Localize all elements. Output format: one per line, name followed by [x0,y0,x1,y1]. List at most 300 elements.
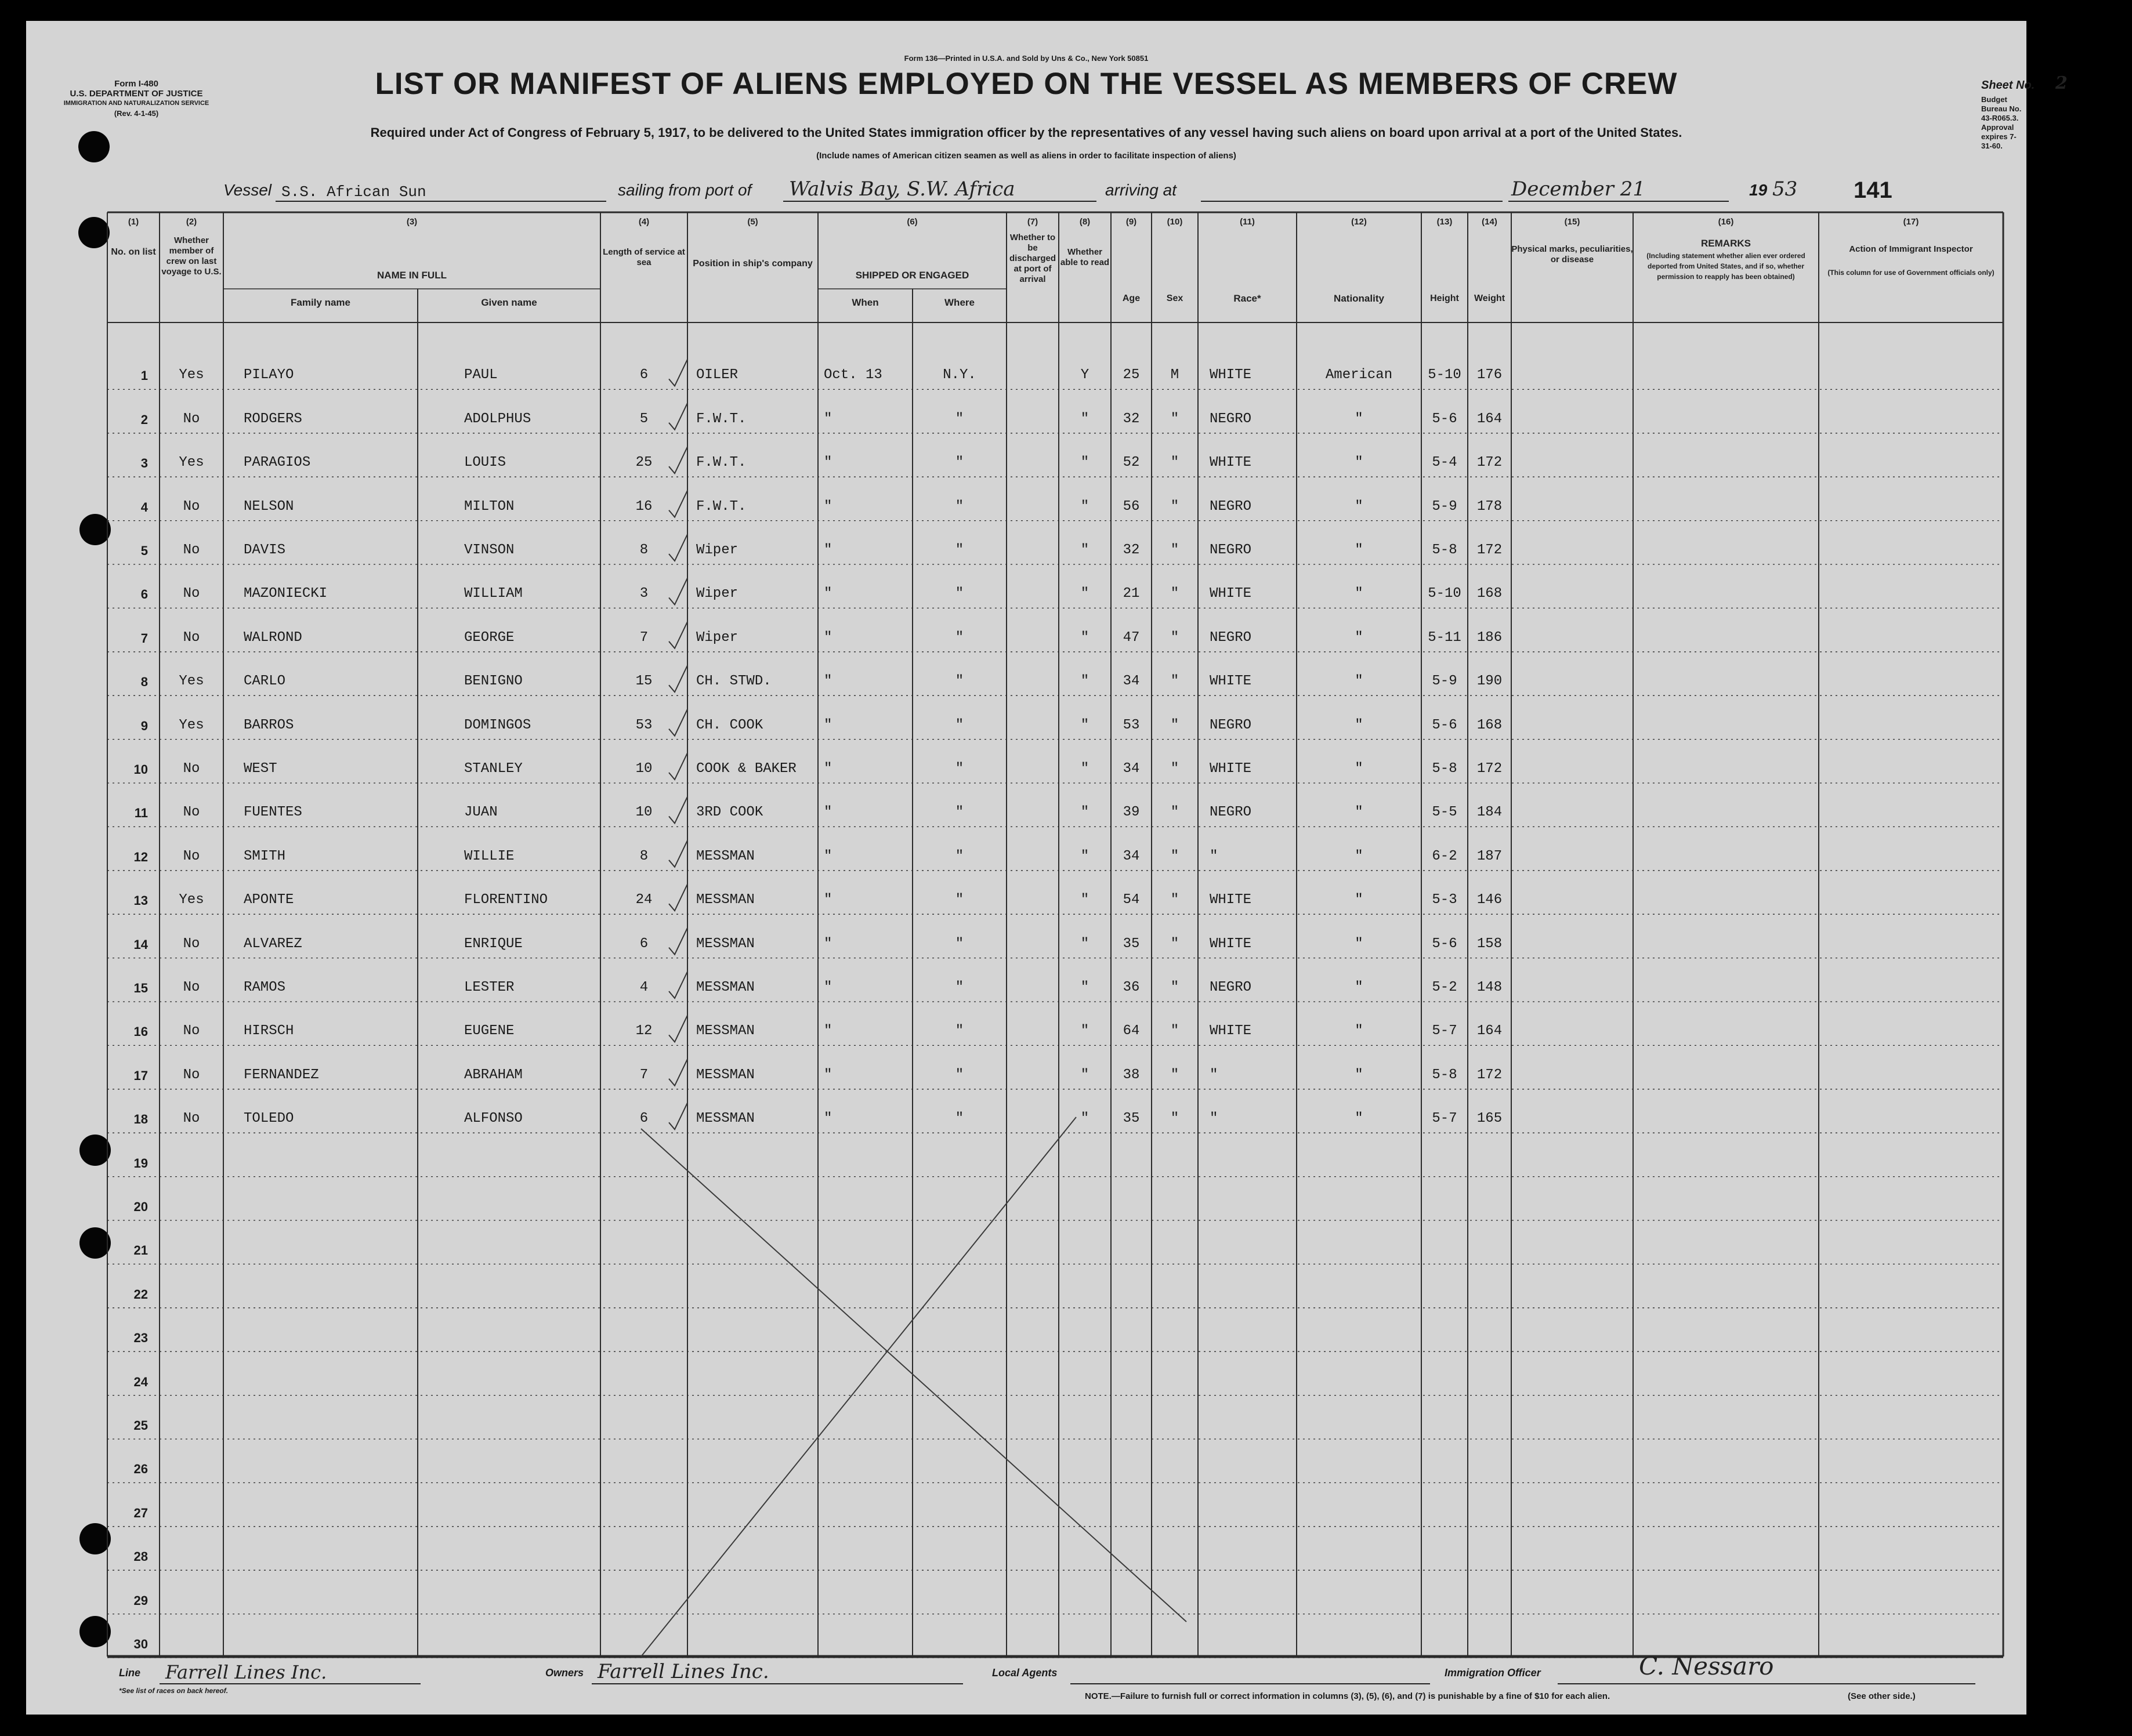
row-number: 11 [134,806,148,821]
vessel-name[interactable]: S.S. African Sun [281,183,426,201]
cell-family: MAZONIECKI [244,586,328,602]
col-num-c4: (4) [638,217,650,227]
cell-ht: 5-8 [1432,1067,1457,1083]
cell-given: JUAN [464,804,498,821]
row-number: 29 [133,1593,148,1608]
cell-svc: 15 [635,673,653,690]
cell-age: 47 [1123,629,1140,646]
col-num-c7: (7) [1027,217,1038,227]
cell-age: 21 [1123,586,1140,602]
cell-svc: 16 [635,498,653,514]
cell-wt: 168 [1476,586,1503,602]
cell-where: " [955,673,964,690]
cell-prev: No [183,848,200,864]
cell-where: " [955,455,964,471]
cell-given: DOMINGOS [464,717,531,733]
cell-when: " [824,542,832,558]
row-number: 4 [140,499,148,514]
cell-where: N.Y. [943,367,976,383]
cell-svc: 3 [639,586,649,602]
cell-svc: 7 [639,629,649,646]
cell-wt: 146 [1476,892,1503,908]
cell-svc: 6 [639,936,649,952]
cell-pos: CH. COOK [696,717,763,733]
cell-age: 64 [1123,1023,1140,1039]
cell-given: WILLIE [464,848,515,864]
cell-sex: " [1170,498,1179,514]
cell-prev: Yes [179,892,204,908]
arrival-date[interactable]: December 21 [1511,177,1645,201]
cell-sex: " [1170,892,1179,908]
cell-prev: No [183,542,200,558]
row-number: 2 [140,412,148,427]
cell-wt: 172 [1476,1067,1503,1083]
cell-where: " [955,498,964,514]
cell-age: 39 [1123,804,1140,821]
cell-where: " [955,980,964,995]
cell-given: ABRAHAM [464,1067,523,1083]
owners-label: Owners [545,1667,584,1679]
cell-svc: 10 [635,804,653,821]
line-label: Line [119,1667,141,1679]
owners-value[interactable]: Farrell Lines Inc. [598,1660,769,1683]
cell-given: ADOLPHUS [464,411,531,427]
cell-age: 34 [1123,848,1140,864]
row-number: 18 [133,1112,148,1127]
cell-where: " [955,1067,964,1083]
col-num-c5: (5) [747,217,758,227]
row-number: 12 [133,849,148,864]
year-prefix: 19 [1749,181,1768,199]
cell-read: Y [1080,367,1089,383]
cell-family: CARLO [244,673,286,690]
year-suffix[interactable]: 53 [1772,177,1798,201]
cell-prev: Yes [179,673,204,690]
cell-when: " [824,498,832,514]
cell-when: " [824,848,832,864]
row-number: 30 [133,1637,148,1651]
cell-given: FLORENTINO [464,892,548,908]
cell-read: " [1080,586,1089,602]
col-label-c13: Height [1430,293,1459,303]
row-number: 23 [133,1331,148,1346]
col-label-c15: Physical marks, peculiarities, or disease [1511,244,1633,264]
cell-sex: " [1170,848,1179,864]
cell-ht: 5-7 [1432,1111,1457,1127]
cell-when: " [824,980,832,995]
row-number: 21 [133,1243,148,1258]
cell-where: " [955,586,964,602]
cell-pos: MESSMAN [696,892,755,908]
cell-family: NELSON [244,498,294,514]
sheet-number[interactable]: 2 [2055,73,2068,93]
cell-race: WHITE [1210,673,1252,690]
cell-svc: 8 [639,848,649,864]
cell-svc: 25 [635,455,653,471]
col-label-c1: No. on list [111,247,156,257]
cell-age: 25 [1123,367,1140,383]
cell-family: BARROS [244,717,294,733]
cell-sex: " [1170,1111,1179,1127]
cell-race: WHITE [1210,892,1252,908]
cell-ht: 5-7 [1432,1023,1457,1039]
cell-where: " [955,848,964,864]
agents-label: Local Agents [992,1667,1058,1679]
col-label-c5: Position in ship's company [693,259,813,269]
cell-wt: 186 [1476,629,1503,646]
cell-wt: 176 [1476,367,1503,383]
cell-ht: 6-2 [1432,848,1457,864]
stamp-number: 141 [1854,177,1892,203]
cell-wt: 187 [1476,848,1503,864]
cell-age: 32 [1123,411,1140,427]
cell-wt: 165 [1476,1111,1503,1127]
col-num-c15: (15) [1564,217,1580,227]
cell-wt: 168 [1476,717,1503,733]
cell-family: HIRSCH [244,1023,294,1039]
cell-sex: " [1170,542,1179,558]
cell-nat: " [1355,892,1363,908]
col-label-c7: Whether to be discharged at port of arrival [1009,233,1056,284]
cell-nat: American [1325,367,1393,383]
cell-ht: 5-2 [1432,980,1457,995]
row-number: 5 [140,543,148,558]
cell-read: " [1080,455,1089,471]
col-label-c2: Whether member of crew on last voyage to U.S. [161,235,222,277]
cell-age: 32 [1123,542,1140,558]
cell-race: NEGRO [1210,980,1252,995]
cell-ht: 5-10 [1428,586,1461,602]
col-num-c1: (1) [128,217,139,227]
cell-pos: Wiper [696,586,739,602]
col-label-c9: Age [1122,293,1141,303]
cell-pos: OILER [696,367,739,383]
include-note: (Include names of American citizen seamen as well as aliens in order to facilitate inspection of aliens) [816,151,1236,161]
col-label-c12: Nationality [1334,293,1384,304]
cell-given: GEORGE [464,629,515,646]
penalty-note: NOTE.—Failure to furnish full or correct information in columns (3), (5), (6), and (7) is punishable by a fine of $10 for each alien. [1085,1691,1610,1701]
cell-age: 38 [1123,1067,1140,1083]
row-number: 25 [133,1418,148,1433]
cell-family: FUENTES [244,804,302,821]
cell-ht: 5-8 [1432,542,1457,558]
cell-nat: " [1355,629,1363,646]
cell-wt: 184 [1476,804,1503,821]
cell-sex: " [1170,804,1179,821]
cell-family: WALROND [244,629,302,646]
col-label-c16: REMARKS [1701,238,1751,249]
cell-sex: " [1170,1023,1179,1039]
cell-race: NEGRO [1210,717,1252,733]
cell-race: WHITE [1210,455,1252,471]
row-number: 10 [133,762,148,777]
cell-where: " [955,761,964,777]
row-number: 20 [133,1199,148,1214]
cell-given: BENIGNO [464,673,523,690]
cell-prev: No [183,586,200,602]
port-of-sailing[interactable]: Walvis Bay, S.W. Africa [789,177,1015,201]
cell-read: " [1080,936,1089,952]
cell-race: WHITE [1210,1023,1252,1039]
col-label-c6: SHIPPED OR ENGAGED [855,270,969,281]
col-num-c16: (16) [1718,217,1734,227]
cell-sex: " [1170,936,1179,952]
line-value[interactable]: Farrell Lines Inc. [165,1661,327,1683]
cell-pos: MESSMAN [696,936,755,952]
sheet-label: Sheet No. [1981,79,2035,92]
cell-wt: 164 [1476,411,1503,427]
cell-when: " [824,586,832,602]
row-number: 27 [133,1505,148,1520]
cell-race: WHITE [1210,761,1252,777]
cell-given: LESTER [464,980,515,995]
col-num-c8: (8) [1079,217,1091,227]
cell-prev: No [183,1067,200,1083]
col-label-c10: Sex [1166,293,1183,303]
cell-when: " [824,761,832,777]
cell-prev: No [183,498,200,514]
cell-family: DAVIS [244,542,286,558]
cell-when: " [824,411,832,427]
cell-given: VINSON [464,542,515,558]
cell-sex: " [1170,1067,1179,1083]
cell-svc: 53 [635,717,653,733]
form-rev: (Rev. 4-1-45) [114,109,159,118]
cell-read: " [1080,717,1089,733]
cell-given: ENRIQUE [464,936,523,952]
col-sub-c16: (Including statement whether alien ever ordered deported from United States, and if so, whether permission to reapply has been obtained) [1646,252,1805,281]
cell-when: " [824,629,832,646]
col-label-c11: Race* [1233,293,1261,304]
cell-wt: 158 [1476,936,1503,952]
cell-prev: Yes [179,367,204,383]
row-number: 19 [133,1155,148,1170]
cell-when: Oct. 13 [824,367,882,383]
races-note: *See list of races on back hereof. [119,1687,229,1695]
cell-when: " [824,673,832,690]
cell-pos: F.W.T. [696,411,747,427]
cell-sex: " [1170,761,1179,777]
printer-line: Form 136—Printed in U.S.A. and Sold by Uns & Co., New York 50851 [904,54,1149,63]
cell-when: " [824,1111,832,1127]
cell-family: APONTE [244,892,294,908]
cell-read: " [1080,1067,1089,1083]
cell-nat: " [1355,455,1363,471]
cell-family: TOLEDO [244,1111,294,1127]
cell-nat: " [1355,1023,1363,1039]
col-label-c8: Whether able to read [1060,247,1110,267]
cell-where: " [955,936,964,952]
cell-nat: " [1355,717,1363,733]
cell-nat: " [1355,498,1363,514]
cell-read: " [1080,542,1089,558]
col-num-c12: (12) [1351,217,1367,227]
cell-where: " [955,804,964,821]
cell-where: " [955,629,964,646]
cell-given: ALFONSO [464,1111,523,1127]
cell-where: " [955,892,964,908]
cell-svc: 12 [635,1023,653,1039]
cell-age: 36 [1123,980,1140,995]
cell-pos: F.W.T. [696,498,747,514]
cell-nat: " [1355,980,1363,995]
row-number: 15 [133,981,148,995]
cell-race: NEGRO [1210,804,1252,821]
cell-read: " [1080,980,1089,995]
row-number: 28 [133,1549,148,1564]
manifest-page [26,21,2068,1715]
col-num-c17: (17) [1903,217,1919,227]
dept-name: U.S. DEPARTMENT OF JUSTICE [70,89,203,99]
cell-family: WEST [244,761,277,777]
cell-ht: 5-11 [1428,629,1461,646]
row-number: 22 [133,1286,148,1302]
cell-given: PAUL [464,367,498,383]
cell-ht: 5-3 [1432,892,1457,908]
cell-nat: " [1355,586,1363,602]
cell-race: WHITE [1210,936,1252,952]
cell-when: " [824,1067,832,1083]
cell-read: " [1080,1111,1089,1127]
cell-pos: COOK & BAKER [696,761,797,777]
page-title: LIST OR MANIFEST OF ALIENS EMPLOYED ON THE VESSEL AS MEMBERS OF CREW [375,67,1678,101]
col-label-c14: Weight [1474,293,1505,303]
cell-age: 35 [1123,1111,1140,1127]
cell-wt: 148 [1476,980,1503,995]
cell-read: " [1080,761,1089,777]
cell-age: 35 [1123,936,1140,952]
cell-pos: 3RD COOK [696,804,763,821]
col-num-c13: (13) [1436,217,1453,227]
cell-when: " [824,936,832,952]
row-number: 1 [140,368,148,383]
cell-svc: 4 [639,980,649,995]
cell-ht: 5-5 [1432,804,1457,821]
cell-ht: 5-6 [1432,936,1457,952]
officer-signature[interactable]: C. Nessaro [1639,1652,1774,1680]
col-num-c11: (11) [1240,217,1255,227]
cell-family: RODGERS [244,411,302,427]
cell-prev: No [183,980,200,995]
cell-given: MILTON [464,498,515,514]
sailing-label: sailing from port of [618,181,752,199]
cell-age: 52 [1123,455,1140,471]
cell-family: FERNANDEZ [244,1067,319,1083]
row-number: 9 [140,718,148,733]
cell-wt: 178 [1476,498,1503,514]
cell-age: 53 [1123,717,1140,733]
cell-race: NEGRO [1210,629,1252,646]
cell-read: " [1080,804,1089,821]
col-num-c10: (10) [1167,217,1183,227]
required-statement: Required under Act of Congress of February 5, 1917, to be delivered to the United States immigration officer by the representatives of any vessel having such aliens on board upon arrival at a port of the United States. [370,125,1682,140]
cell-age: 34 [1123,673,1140,690]
cell-where: " [955,1023,964,1039]
cell-ht: 5-6 [1432,717,1457,733]
cell-wt: 190 [1476,673,1503,690]
cell-sex: " [1170,717,1179,733]
cell-ht: 5-4 [1432,455,1457,471]
row-number: 26 [133,1462,148,1477]
row-number: 6 [140,587,148,602]
cell-family: SMITH [244,848,286,864]
cell-wt: 172 [1476,542,1503,558]
cell-ht: 5-10 [1428,367,1461,383]
cell-prev: No [183,761,200,777]
col-label-c17: Action of Immigrant Inspector [1849,244,1973,254]
col-sub-c17: (This column for use of Government officials only) [1827,269,1995,277]
cell-prev: No [183,629,200,646]
cell-nat: " [1355,411,1363,427]
row-number: 17 [133,1068,148,1083]
cell-nat: " [1355,848,1363,864]
col-num-c2: (2) [186,217,197,227]
col-family: Family name [291,297,350,308]
cell-read: " [1080,892,1089,908]
cell-sex: M [1170,367,1179,383]
cell-ht: 5-6 [1432,411,1457,427]
col-label-c4: Length of service at sea [603,247,685,267]
cell-when: " [824,892,832,908]
cell-nat: " [1355,804,1363,821]
col-num-c3: (3) [406,217,418,227]
cell-pos: Wiper [696,629,739,646]
col-given: Given name [481,297,537,308]
cell-ht: 5-9 [1432,498,1457,514]
cell-nat: " [1355,673,1363,690]
cell-age: 54 [1123,892,1140,908]
cell-age: 34 [1123,761,1140,777]
cell-race: NEGRO [1210,411,1252,427]
budget-number: Budget Bureau No. 43-R065.3. [1981,95,2022,122]
cell-svc: 6 [639,367,649,383]
vessel-label: Vessel [223,181,272,199]
cell-race: " [1210,1067,1218,1083]
cell-sex: " [1170,980,1179,995]
cell-given: WILLIAM [464,586,523,602]
arriving-label: arriving at [1105,181,1177,199]
approval-expiry: Approval expires 7-31-60. [1981,123,2017,150]
cell-when: " [824,804,832,821]
cell-family: PILAYO [244,367,294,383]
cell-wt: 164 [1476,1023,1503,1039]
cell-when: " [824,1023,832,1039]
cell-race: " [1210,848,1218,864]
officer-label: Immigration Officer [1445,1667,1541,1679]
cell-prev: No [183,804,200,821]
cell-wt: 172 [1476,455,1503,471]
row-number: 14 [133,937,148,952]
cell-sex: " [1170,411,1179,427]
row-number: 7 [140,630,148,646]
cell-given: LOUIS [464,455,506,471]
col-label-c3: NAME IN FULL [377,270,447,281]
cell-prev: No [183,1023,200,1039]
cell-ht: 5-8 [1432,761,1457,777]
cell-sex: " [1170,455,1179,471]
cell-given: EUGENE [464,1023,515,1039]
cell-age: 56 [1123,498,1140,514]
cell-pos: MESSMAN [696,848,755,864]
cell-race: " [1210,1111,1218,1127]
cell-nat: " [1355,761,1363,777]
row-number: 16 [133,1024,148,1039]
cell-when: " [824,455,832,471]
cell-svc: 6 [639,1111,649,1127]
cell-read: " [1080,1023,1089,1039]
cell-race: NEGRO [1210,498,1252,514]
cell-pos: F.W.T. [696,455,747,471]
